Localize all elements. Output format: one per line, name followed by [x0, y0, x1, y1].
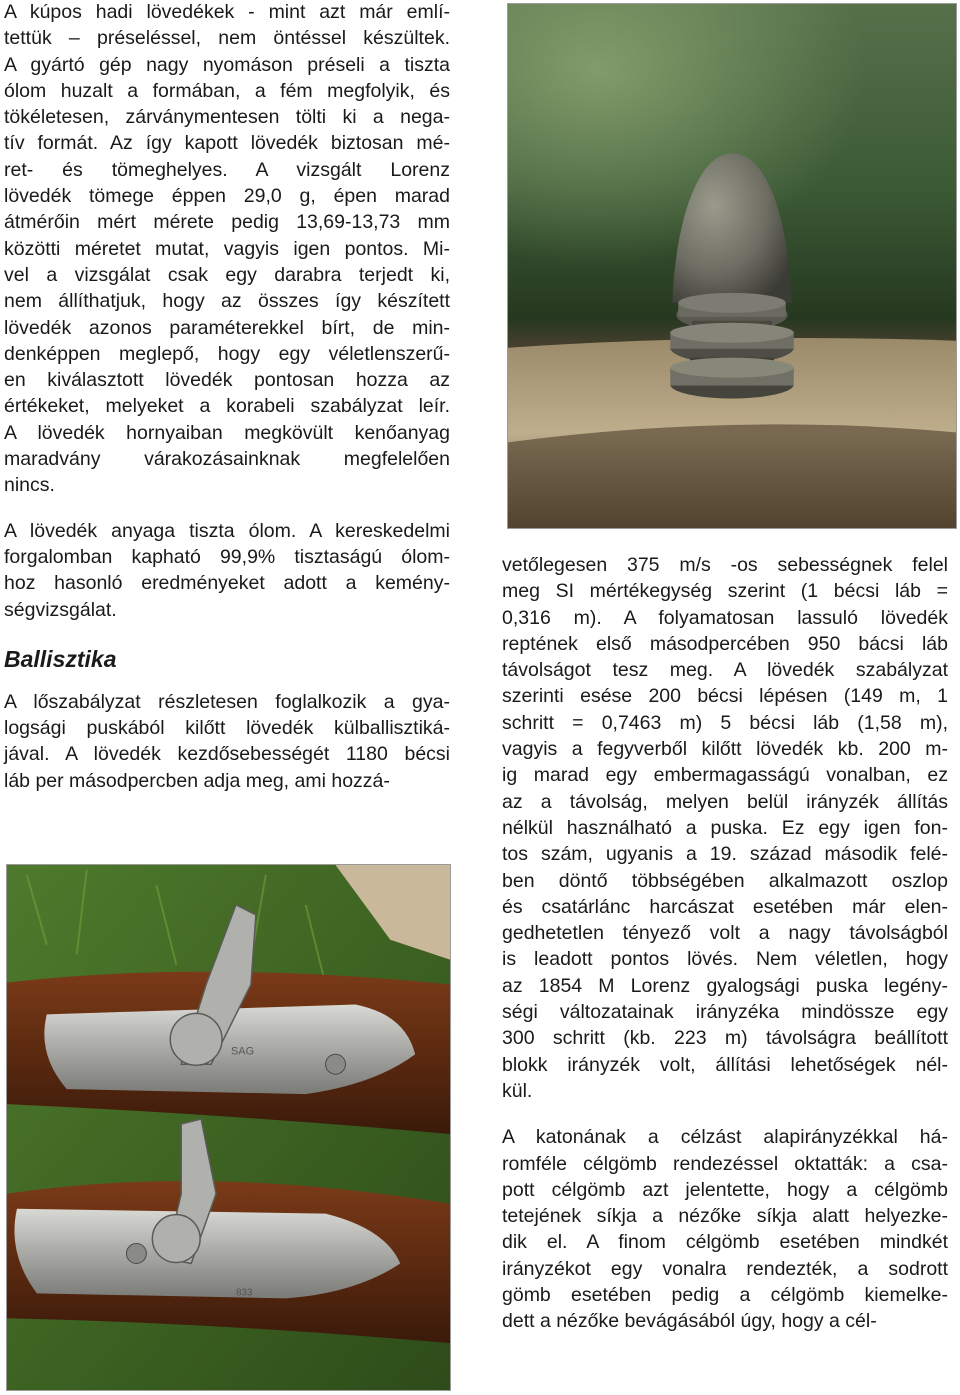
text-line: vel a vizsgálat csak egy darabra terjedt ki,	[4, 263, 450, 286]
text-line: és csatárlánc harcászat esetében már elen-	[502, 895, 948, 918]
text-line: en kiválasztott lövedék pontosan hozza az	[4, 369, 450, 392]
text-line: tos szám, ugyanis a 19. század második felé-	[502, 843, 948, 866]
text-line: A kúpos hadi lövedékek - mint azt már emlí-	[4, 1, 450, 23]
text-line: 0,316 m). A folyamatosan lassuló lövedék	[502, 606, 948, 629]
text-line: az 1854 M Lorenz gyalogsági puska legény-	[502, 974, 948, 997]
text-line: tettük – préseléssel, nem öntéssel készültek.	[4, 27, 450, 50]
text-line: dett a nézőke bevágásából úgy, hogy a cél-	[502, 1310, 877, 1333]
text-line: ólom huzalt a formában, a fém megfolyik, és	[4, 79, 450, 102]
text-line: A gyártó gép nagy nyomáson préseli a tiszta	[4, 53, 450, 76]
text-line: kül.	[502, 1079, 533, 1102]
text-line: értékeket, melyeket a korabeli szabályzat leír.	[4, 395, 450, 418]
section-heading: Ballisztika	[4, 645, 117, 672]
left-paragraph-3	[4, 689, 450, 794]
text-line: gömb esetében pedig a célgömb kiemelke-	[502, 1284, 948, 1307]
text-line: forgalomban kapható 99,9% tisztaságú ólom-	[4, 545, 450, 568]
text-line: szerinti esése 200 bécsi lépésen (149 m, 1	[502, 685, 948, 708]
text-line: A lövedék anyaga tiszta ólom. A kereskedelmi	[4, 519, 450, 542]
text-line: A katonának a célzást alapirányzékkal há-	[502, 1126, 948, 1149]
text-line: vetőlegesen 375 m/s -os sebességnek felel	[502, 554, 948, 576]
left-paragraph-1	[4, 0, 450, 499]
text-line: tetejének síkja a nézőke síkja alatt helyezke-	[502, 1205, 948, 1228]
rifle-lock-photo	[6, 864, 451, 1391]
text-line: távolságot tesz meg. A lövedék szabályzat	[502, 659, 948, 682]
text-line: lövedék tömege éppen 29,0 g, épen marad	[4, 185, 450, 208]
left-column	[4, 0, 450, 794]
text-line: nem állíthatjuk, hogy az összes így készített	[4, 290, 450, 313]
bullet-photo	[507, 3, 957, 529]
text-line: 300 schritt (kb. 223 m) távolságra beállított	[502, 1027, 948, 1050]
right-paragraph-2	[502, 1124, 948, 1334]
text-line: schritt = 0,7463 m) 5 bécsi láb (1,58 m),	[502, 711, 948, 734]
text-line: A lövedék hornyaiban megkövült kenőanyag	[4, 421, 450, 444]
text-line: gedhetetlen tényező volt a nagy távolságból	[502, 922, 948, 945]
text-line: tív formát. Az így kapott lövedék biztosan mé-	[4, 132, 450, 155]
text-line: denképpen meglepő, hogy egy véletlenszerű-	[4, 342, 450, 365]
text-line: nélkül használható a puska. Ez egy igen fon-	[502, 816, 948, 839]
text-line: ret- és tömeghelyes. A vizsgált Lorenz	[4, 158, 450, 181]
text-line: ben döntő többségében alkalmazott oszlop	[502, 869, 948, 892]
text-line: meg SI mértékegység szerint (1 bécsi láb =	[502, 580, 948, 603]
text-line: ségi változatainak irányzéka mindössze egy	[502, 1001, 948, 1024]
text-line: A lőszabályzat részletesen foglalkozik a gya-	[4, 690, 450, 713]
text-line: láb per másodpercben adja meg, ami hozzá-	[4, 769, 390, 792]
lock-stamp-top: SAG	[230, 1045, 255, 1058]
text-line: blokk irányzék volt, állítási lehetőségek nél-	[502, 1053, 948, 1076]
right-paragraph-1	[502, 552, 948, 1104]
text-line: dik el. A finom célgömb esetében mindkét	[502, 1231, 948, 1254]
right-column	[502, 552, 948, 1335]
text-line: hoz hasonló eredményeket adott a kemény-	[4, 572, 450, 595]
text-line: ségvizsgálat.	[4, 598, 117, 621]
text-line: pott célgömb azt jelentette, hogy a célgömb	[502, 1178, 948, 1201]
text-line: ig marad egy embermagasságú vonalban, ez	[502, 764, 948, 787]
text-line: közötti méretet mutat, vagyis igen pontos. Mi-	[4, 237, 450, 260]
text-line: vagyis a fegyverből kilőtt lövedék kb. 200 m-	[502, 738, 948, 761]
text-line: is leadott pontos lövés. Nem véletlen, hogy	[502, 948, 948, 971]
text-line: reptének első másodpercében 950 bácsi láb	[502, 632, 948, 655]
text-line: maradvány várakozásainknak megfelelően	[4, 448, 450, 471]
text-line: átmérőin mért mérete pedig 13,69-13,73 mm	[4, 211, 450, 234]
left-paragraph-2	[4, 518, 450, 623]
text-line: nincs.	[4, 474, 55, 497]
text-line: romféle célgömb rendezéssel oktatták: a csa-	[502, 1152, 948, 1175]
text-line: irányzékot egy vonalra rendezték, a sodrott	[502, 1257, 948, 1280]
text-line: az a távolság, melyen belül irányzék állítás	[502, 790, 948, 813]
lock-stamp-bottom: 833	[235, 1287, 253, 1299]
text-line: tökéletesen, zárványmentesen tölti ki a nega-	[4, 106, 450, 129]
text-line: logsági puskából kilőtt lövedék külballisztiká-	[4, 717, 450, 740]
text-line: lövedék azonos paraméterekkel bírt, de min-	[4, 316, 450, 339]
text-line: jával. A lövedék kezdősebességét 1180 bécsi	[4, 743, 450, 766]
